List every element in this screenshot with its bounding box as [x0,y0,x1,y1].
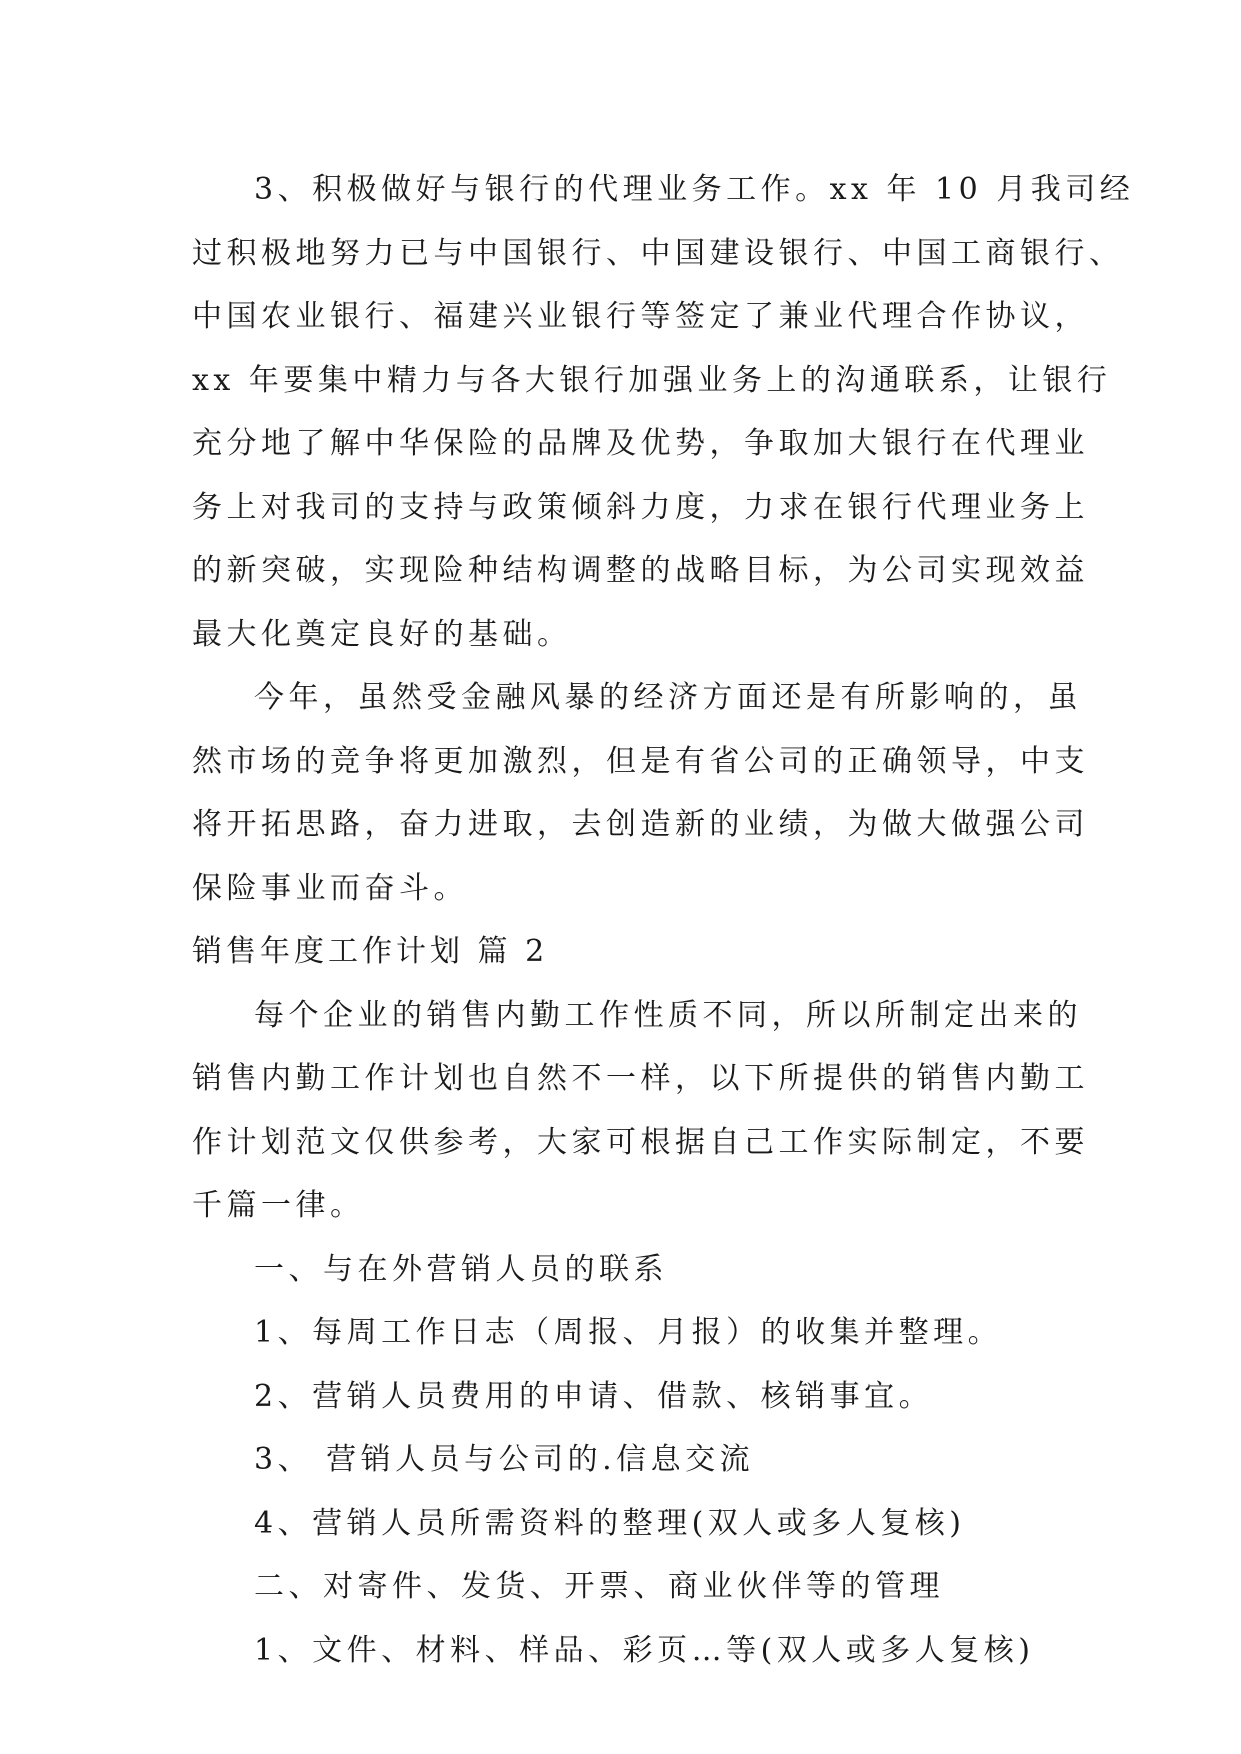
paragraph-line: 中国农业银行、福建兴业银行等签定了兼业代理合作协议， [192,299,1089,334]
list-item: 2、营销人员费用的申请、借款、核销事宜。 [254,1378,934,1414]
paragraph-line: 务上对我司的支持与政策倾斜力度，力求在银行代理业务上 [192,489,1089,525]
paragraph-line: 的新突破，实现险种结构调整的战略目标，为公司实现效益 [192,553,1089,588]
paragraph-line: 每个企业的销售内勤工作性质不同，所以所制定出来的 [254,997,1082,1033]
section-heading: 销售年度工作计划 篇 2 [192,934,549,969]
list-item: 4、营销人员所需资料的整理(双人或多人复核) [254,1505,966,1541]
paragraph-line: 千篇一律。 [192,1188,365,1223]
paragraph-line: 过积极地努力已与中国银行、中国建设银行、中国工商银行、 [192,235,1124,271]
paragraph-line: 最大化奠定良好的基础。 [192,616,572,652]
paragraph-line: 然市场的竞争将更加激烈，但是有省公司的正确领导，中支 [192,743,1089,779]
document-body [192,158,1135,1682]
paragraph-line: 作计划范文仅供参考，大家可根据自己工作实际制定，不要 [192,1124,1089,1160]
paragraph-line: 销售内勤工作计划也自然不一样，以下所提供的销售内勤工 [192,1061,1089,1096]
paragraph-line: 保险事业而奋斗。 [192,870,468,906]
list-heading: 一、与在外营销人员的联系 [254,1251,668,1287]
paragraph-line: 将开拓思路，奋力进取，去创造新的业绩，为做大做强公司 [192,807,1089,842]
list-item: 3、 营销人员与公司的.信息交流 [254,1442,755,1477]
paragraph-line: 充分地了解中华保险的品牌及优势，争取加大银行在代理业 [192,426,1089,461]
paragraph-line: 今年，虽然受金融风暴的经济方面还是有所影响的，虽 [254,680,1082,715]
list-heading: 二、对寄件、发货、开票、商业伙伴等的管理 [254,1569,944,1604]
list-item: 1、文件、材料、样品、彩页…等(双人或多人复核) [254,1632,1035,1668]
paragraph-line: 3、积极做好与银行的代理业务工作。xx 年 10 月我司经 [254,172,1135,207]
paragraph-line: xx 年要集中精力与各大银行加强业务上的沟通联系，让银行 [192,362,1112,398]
list-item: 1、每周工作日志（周报、月报）的收集并整理。 [254,1315,1003,1350]
